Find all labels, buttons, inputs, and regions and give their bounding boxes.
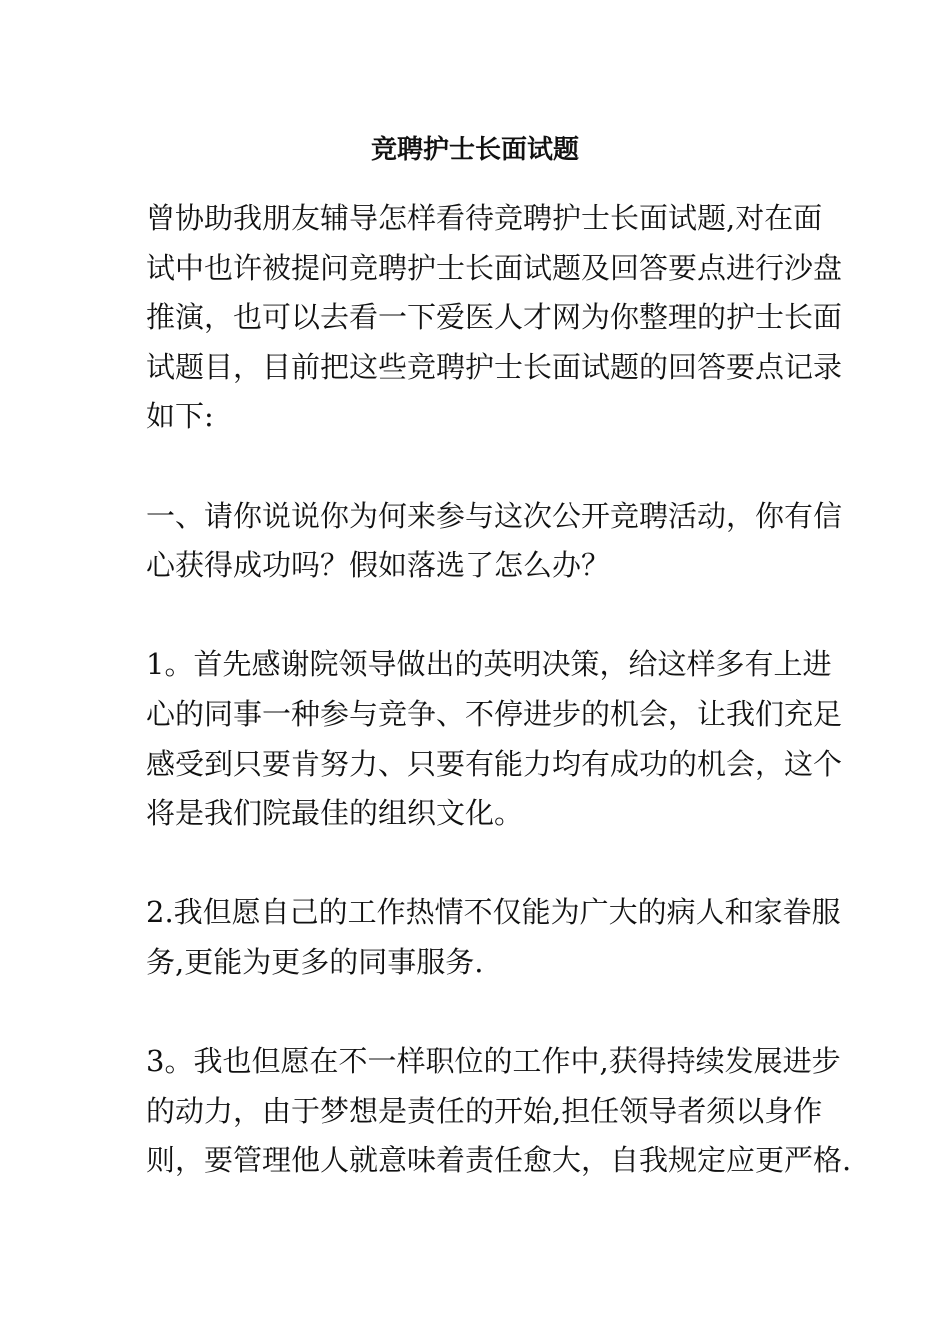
text-line: 将是我们院最佳的组织文化。 [146, 796, 524, 831]
text-line: 3。我也但愿在不一样职位的工作中,获得持续发展进步 [146, 1044, 841, 1079]
text-line: 心的同事一种参与竞争、不停进步的机会，让我们充足 [146, 696, 843, 731]
paragraph-gap [146, 442, 810, 492]
text-line: 一、请你说说你为何来参与这次公开竞聘活动，你有信 [146, 498, 843, 533]
document-body [146, 194, 852, 1186]
paragraph-gap [146, 988, 810, 1038]
answer-point-2 [146, 888, 841, 987]
intro-paragraph [146, 194, 843, 442]
text-line: 心获得成功吗？假如落选了怎么办？ [146, 548, 611, 583]
text-line: 则，要管理他人就意味着责任愈大，自我规定应更严格. [146, 1143, 852, 1178]
text-line: 感受到只要肯努力、只要有能力均有成功的机会，这个 [146, 746, 843, 781]
document-title: 竞聘护士长面试题 [370, 135, 579, 165]
answer-point-1 [146, 640, 843, 838]
paragraph-gap [146, 591, 810, 641]
question-paragraph [146, 492, 843, 591]
paragraph-gap [146, 839, 810, 889]
answer-point-3 [146, 1037, 852, 1186]
text-line: 试题目，目前把这些竞聘护士长面试题的回答要点记录 [146, 349, 843, 384]
text-line: 推演，也可以去看一下爱医人才网为你整理的护士长面 [146, 300, 843, 335]
text-line: 的动力，由于梦想是责任的开始,担任领导者须以身作 [146, 1093, 823, 1128]
text-line: 曾协助我朋友辅导怎样看待竞聘护士长面试题,对在面 [146, 201, 823, 235]
text-line: 试中也许被提问竞聘护士长面试题及回答要点进行沙盘 [146, 250, 843, 285]
text-line: 2.我但愿自己的工作热情不仅能为广大的病人和家眷服 [146, 895, 841, 930]
text-line: 务,更能为更多的同事服务. [146, 944, 484, 979]
text-line: 1。首先感谢院领导做出的英明决策，给这样多有上进 [146, 647, 832, 682]
text-line: 如下: [146, 399, 214, 434]
